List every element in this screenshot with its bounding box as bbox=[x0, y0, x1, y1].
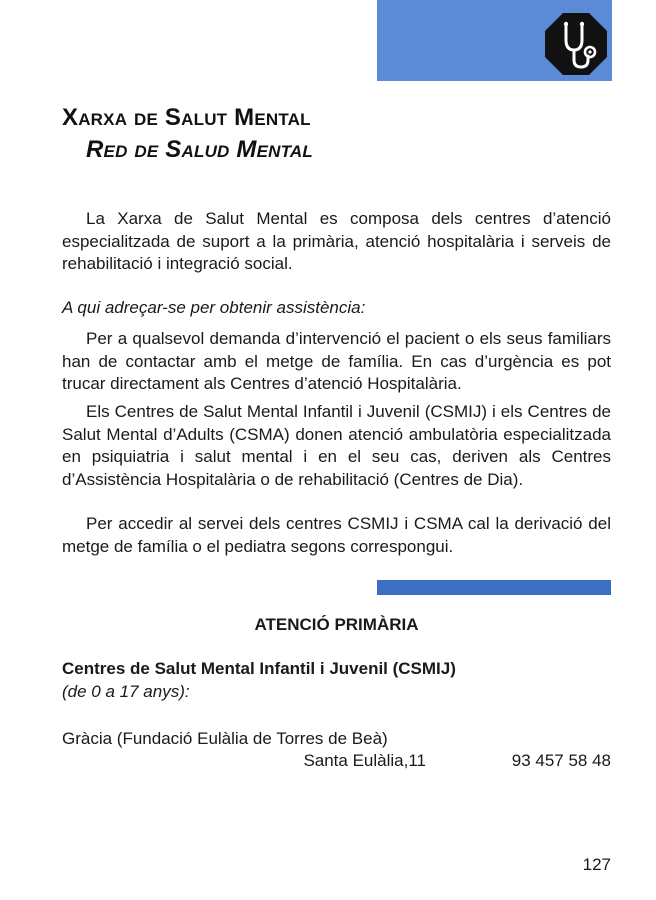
paragraph-centres: Els Centres de Salut Mental Infantil i Juvenil (CSMIJ) i els Centres de Salut Mental d’Adults (CSMA) donen atenció ambulatòria especialitzada en psiquiatria i salut mental i en el seu cas, deriven als Centres d’Assistència Hospitalària o de rehabilitació (Centres de Dia). bbox=[62, 402, 611, 489]
paragraph-access: Per accedir al servei dels centres CSMIJ i CSMA cal la derivació del metge de família o el pediatra segons correspongui. bbox=[62, 514, 611, 556]
page-title: Xarxa de Salut Mental bbox=[62, 104, 311, 131]
page-subtitle: Red de Salud Mental bbox=[86, 136, 313, 163]
centre-phone: 93 457 58 48 bbox=[511, 751, 611, 770]
age-range: (de 0 a 17 anys): bbox=[62, 682, 190, 701]
centre-name: Gràcia (Fundació Eulàlia de Torres de Beà) bbox=[62, 729, 388, 748]
stethoscope-icon bbox=[544, 12, 608, 76]
assistance-subheading: A qui adreçar-se per obtenir assistència: bbox=[62, 298, 366, 317]
intro-paragraph: La Xarxa de Salut Mental es composa dels centres d’atenció especialitzada de suport a la primària, atenció hospitalària i serveis de rehabilitació i integració social. bbox=[62, 209, 611, 273]
centre-address: Santa Eulàlia,11 bbox=[303, 751, 426, 770]
section-heading: ATENCIÓ PRIMÀRIA bbox=[254, 615, 419, 634]
page-number: 127 bbox=[582, 855, 611, 874]
paragraph-contact: Per a qualsevol demanda d’intervenció el pacient o els seus familiars han de contactar amb el metge de família. En cas d’urgència es pot trucar directament als Centres d’atenció Hospitalària. bbox=[62, 329, 611, 393]
section-divider-bar bbox=[377, 580, 611, 595]
centre-type-heading: Centres de Salut Mental Infantil i Juvenil (CSMIJ) bbox=[62, 659, 456, 678]
